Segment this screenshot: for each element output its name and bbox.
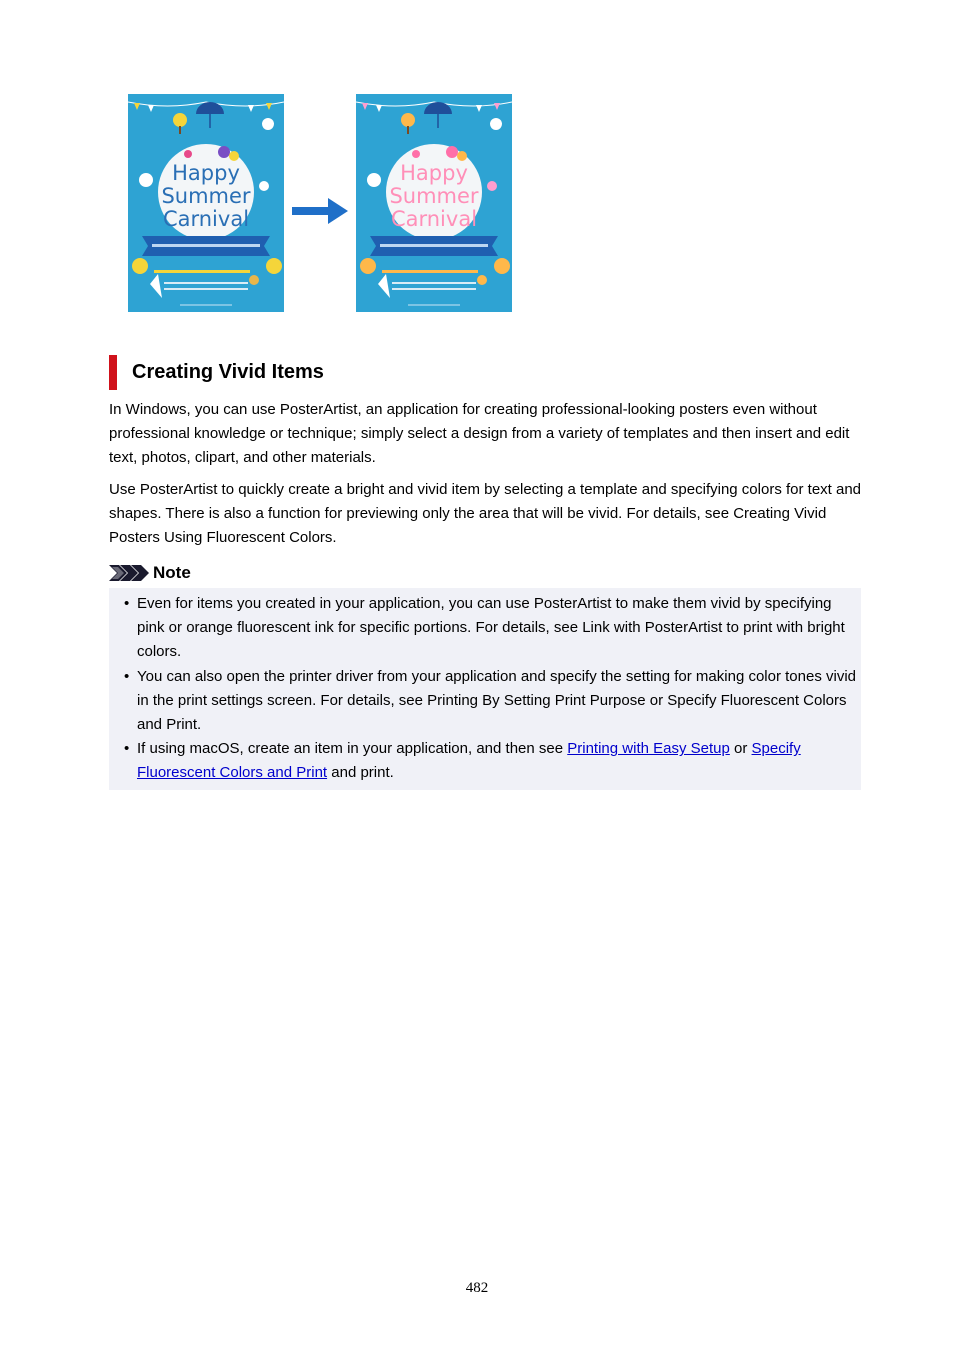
poster-text-carnival: Carnival xyxy=(162,207,250,231)
poster-text-happy: Happy xyxy=(400,161,468,185)
note-item-text-prefix: If using macOS, create an item in your application, and then see xyxy=(137,740,568,758)
printing-with-easy-setup-link[interactable]: Printing with Easy Setup xyxy=(567,740,730,758)
note-item-text-mid: or xyxy=(729,740,752,758)
note-item-text-suffix: and print. xyxy=(327,764,394,782)
note-item-text: Even for items you created in your application, you can use PosterArtist to make them vivid by specifying pink or orange fluorescent ink for specific portions. For details, see Link with PosterArtist to print with bright colors. xyxy=(137,595,845,661)
note-list xyxy=(109,588,861,786)
section-title: Creating Vivid Items xyxy=(132,361,324,383)
section-accent-bar xyxy=(109,355,117,390)
bullet-icon: • xyxy=(124,667,130,685)
note-label: Note xyxy=(153,563,191,582)
poster-text-summer: Summer xyxy=(389,184,479,208)
note-item xyxy=(124,592,857,665)
poster-after xyxy=(356,94,512,312)
poster-before xyxy=(128,94,284,312)
note-chevrons-icon xyxy=(109,565,149,581)
note-item-text: You can also open the printer driver from your application and specify the setting for making color tones vivid in the print settings screen. For details, see Printing By Setting Print Purpose or Specify Fluorescent Colors and Print. xyxy=(137,667,857,734)
intro-paragraph: In Windows, you can use PosterArtist, an application for creating professional-looking posters even without professional knowledge or technique; simply select a design from a variety of templates and then insert and edit text, photos, clipart, and other materials. xyxy=(109,401,850,466)
poster-text-carnival: Carnival xyxy=(390,207,478,231)
note-item xyxy=(124,665,857,738)
poster-text-happy: Happy xyxy=(172,161,240,185)
note-header xyxy=(109,562,191,584)
bullet-icon: • xyxy=(124,595,130,612)
specify-fluorescent-colors-link[interactable]: Specify Fluorescent Colors and Print xyxy=(137,740,801,782)
right-arrow-icon xyxy=(290,196,350,226)
bullet-icon: • xyxy=(124,740,130,758)
poster-text-summer: Summer xyxy=(161,184,251,208)
usage-paragraph: Use PosterArtist to quickly create a bright and vivid item by selecting a template and specifying colors for text and shapes. There is also a function for previewing only the area that will be vivid. For details, see Creating Vivid Posters Using Fluorescent Colors. xyxy=(109,481,862,546)
vivid-comparison-illustration xyxy=(120,88,520,316)
note-item xyxy=(124,737,857,785)
page-number: 482 xyxy=(465,1280,489,1296)
note-box xyxy=(109,588,861,790)
